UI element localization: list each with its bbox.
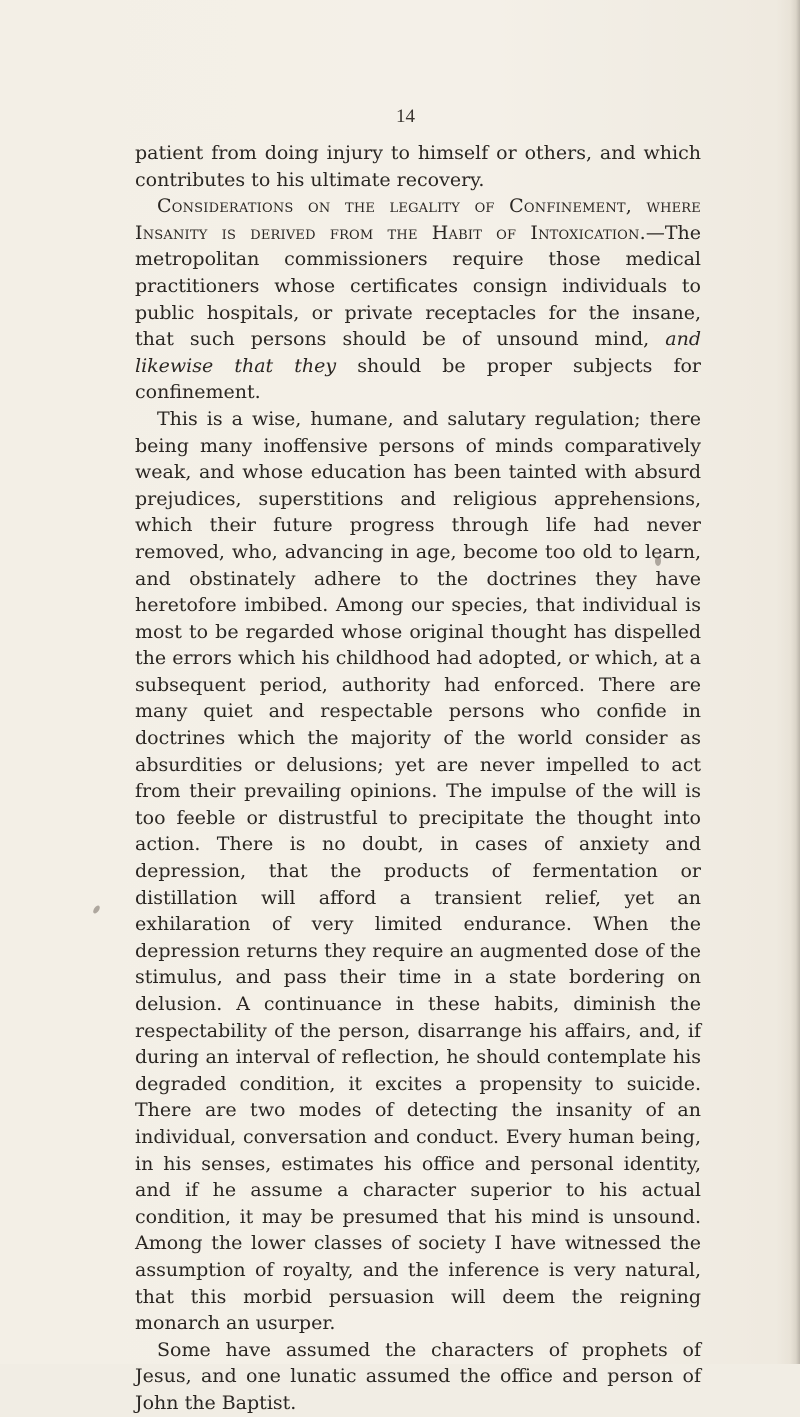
italic-emphasis: and likewise that they [135, 328, 701, 377]
paragraph-prophets: Some have assumed the characters of prophets of Jesus, and one lunatic assumed the office and person of John the Baptist. [135, 1338, 701, 1414]
ink-mark [92, 904, 101, 914]
section-heading: Considerations on the legality of Confinement, where Insanity is derived from the Habit of Intoxication. [135, 195, 701, 244]
ink-spot [655, 556, 661, 566]
paragraph-text-end: should be proper subjects for confinement. [135, 354, 701, 404]
paragraph-text: —The metropolitan commissioners require those medical practitioners whose certificates consign individuals to public hospitals, or private receptacles for the insane, that such persons should be of unsound mind, [135, 221, 701, 351]
paragraph-continuation: patient from doing injury to himself or others, and which contributes to his ultimate recovery. [135, 142, 701, 191]
body-text [135, 140, 701, 1417]
paragraph-regulation: This is a wise, humane, and salutary regulation; there being many inoffensive persons of minds comparatively weak, and whose education has been tainted with absurd prejudices, superstitions and religious apprehensions, which their future progress through life had never removed, who, advancing in age, become too old to learn, and obstinately adhere to the doctrines they have heretofore imbibed. Among our species, that individual is most to be regarded whose original thought has dispelled the errors which his childhood had adopted, or which, at a subsequent period, authority had enforced. There are many quiet and respectable persons who confide in doctrines which the majority of the world consider as absurdities or delusions; yet are never impelled to act from their prevailing opinions. The impulse of the will is too feeble or distrustful to precipitate the thought into action. There is no doubt, in cases of anxiety and depression, that the products of fermentation or distillation will afford a transient relief, yet an exhilaration of very limited endurance. When the depression returns they require an augmented dose of the stimulus, and pass their time in a state bordering on delusion. A continuance in these habits, diminish the respectability of the person, disarrange his affairs, and, if during an interval of reflection, he should contemplate his degraded condition, it excites a propensity to suicide. There are two modes of detecting the insanity of an individual, conversation and conduct. Every human being, in his senses, estimates his office and personal identity, and if he assume a character superior to his actual condition, it may be presumed that his mind is unsound. Among the lower classes of society I have witnessed the assumption of royalty, and the inference is very natural, that this morbid persuasion will deem the reigning monarch an usurper. [135, 407, 701, 1335]
page-edge-shadow [790, 0, 800, 1364]
page-number: 14 [396, 106, 415, 127]
paragraph-considerations [135, 193, 701, 406]
